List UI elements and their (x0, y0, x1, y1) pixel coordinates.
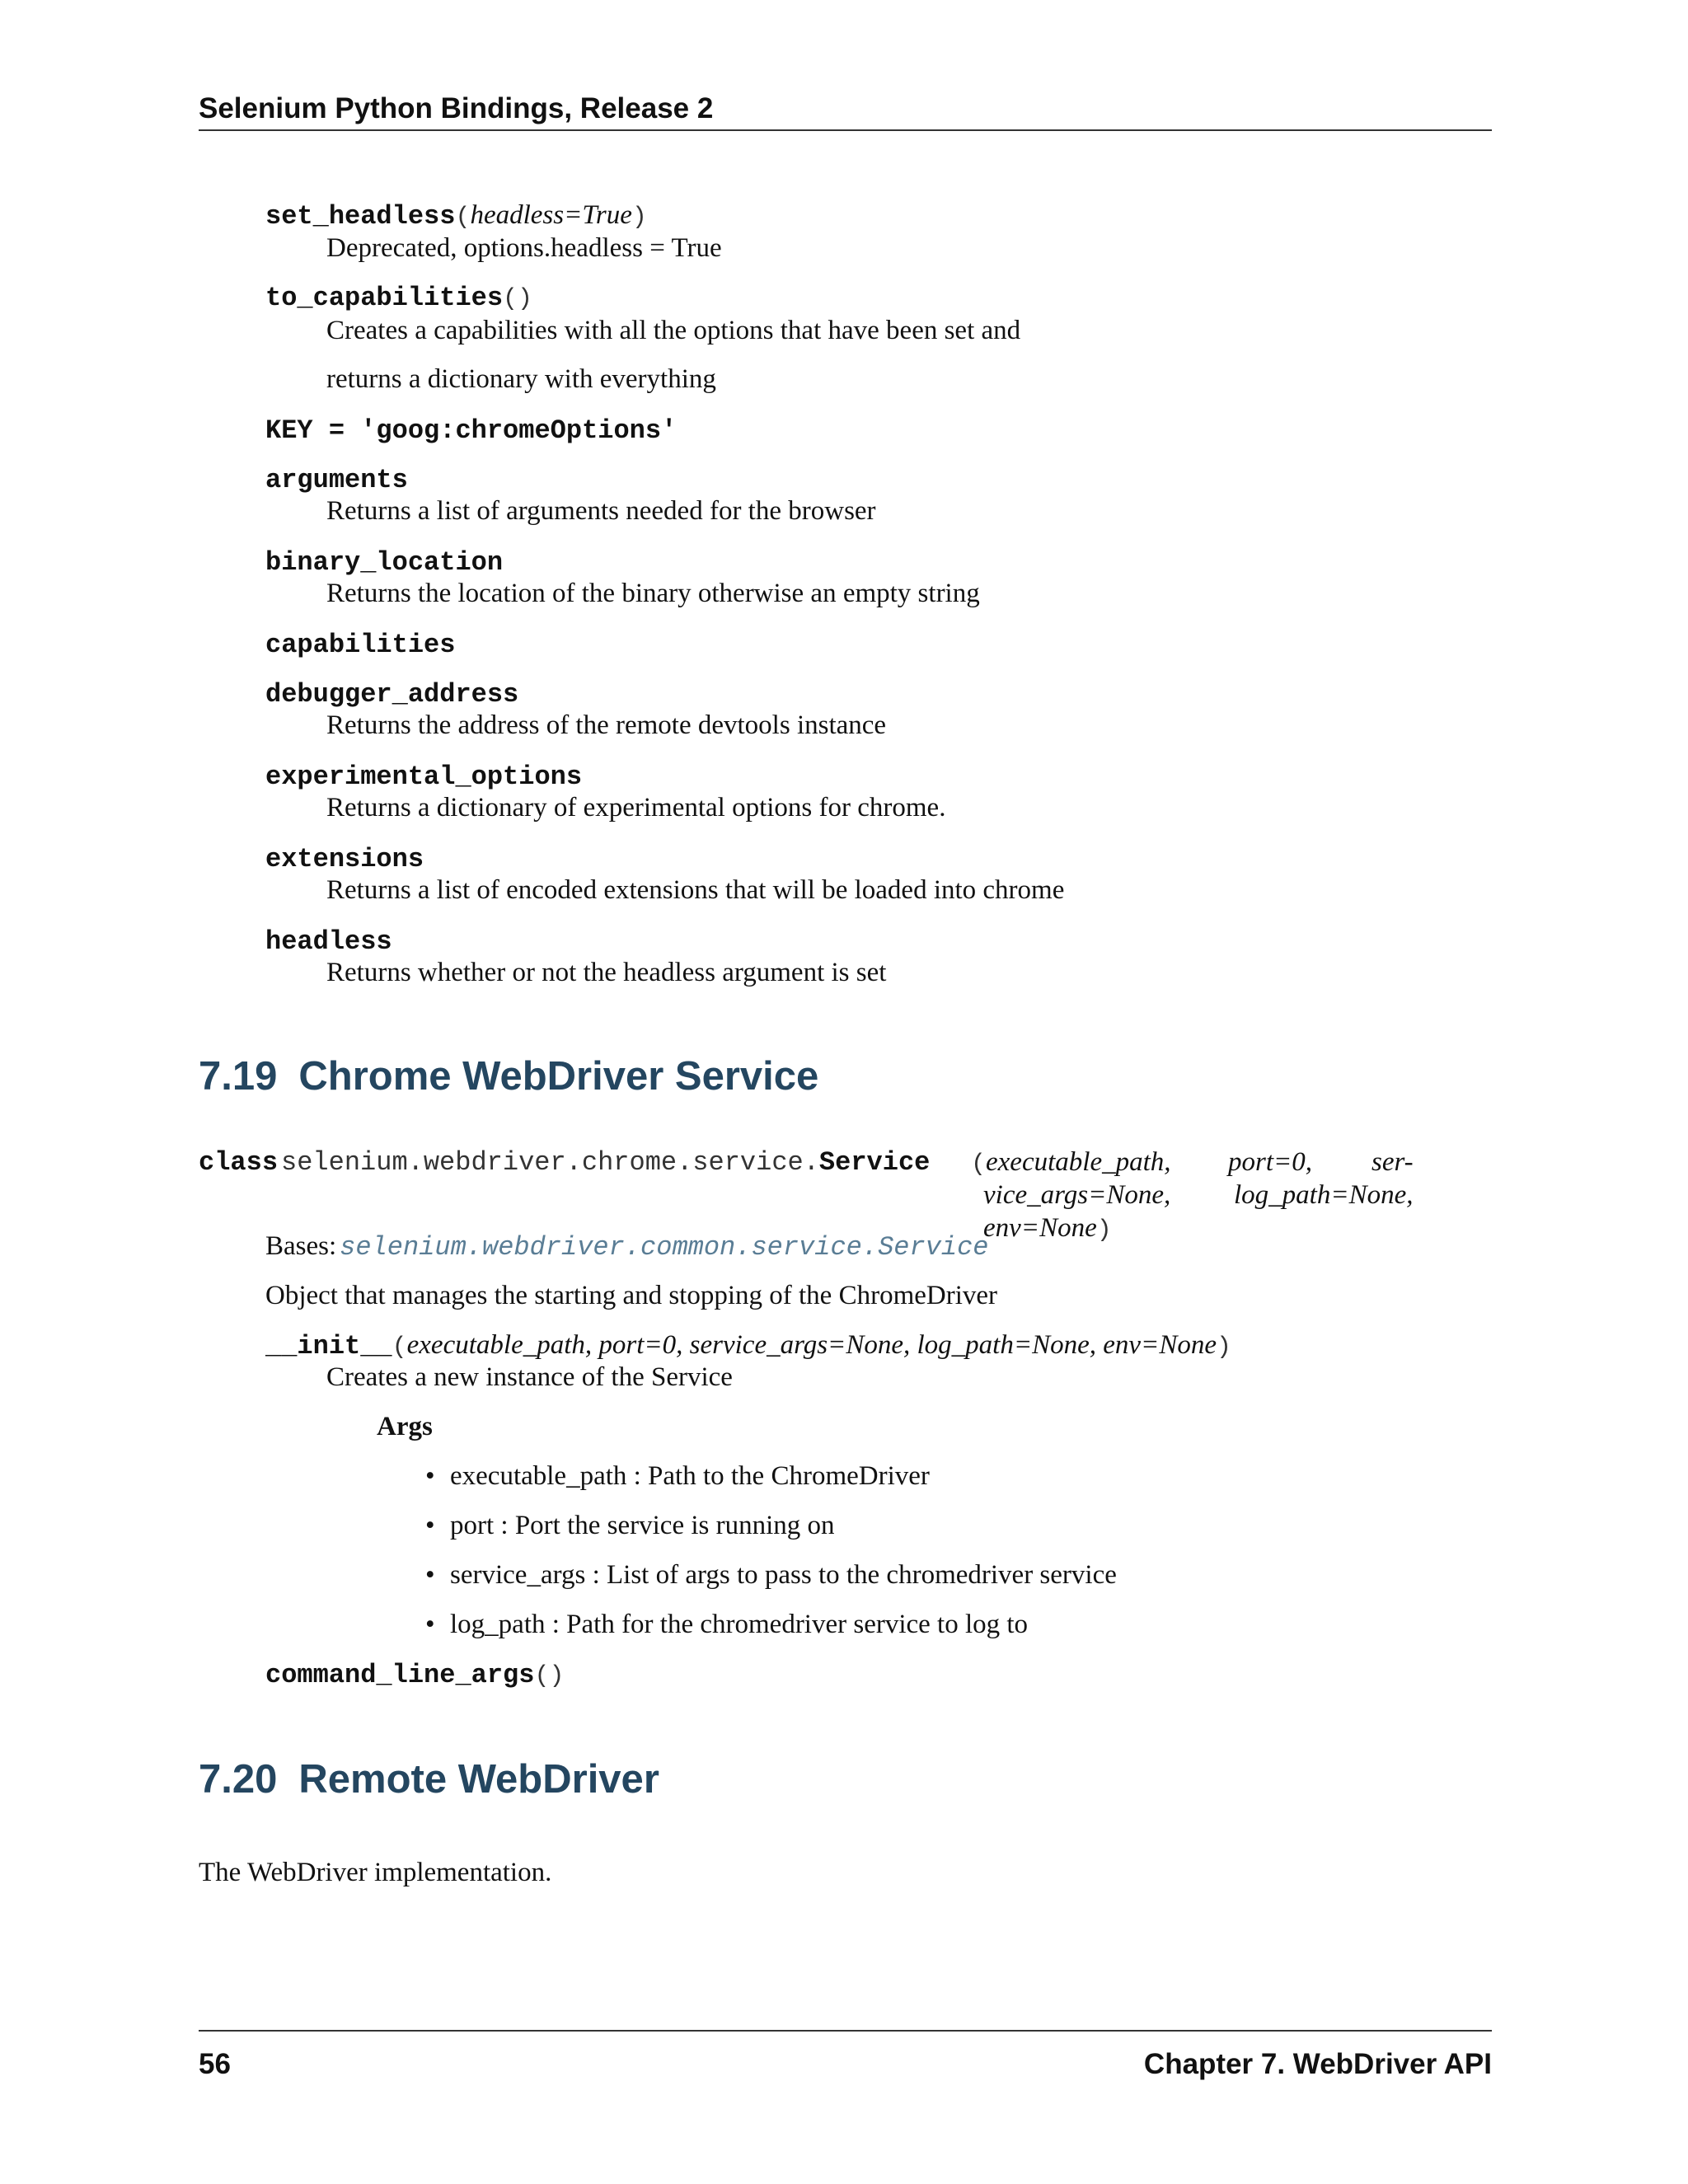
param-ser: ser- (1372, 1147, 1414, 1177)
page-number: 56 (199, 2048, 231, 2080)
args-heading: Args (377, 1412, 433, 1441)
arg-text: executable_path : Path to the ChromeDriver (450, 1461, 930, 1491)
binary-location-name: binary_location (265, 547, 504, 578)
init-desc: Creates a new instance of the Service (326, 1362, 733, 1392)
set-headless-signature: set_headless(headless=True) (265, 200, 647, 232)
method-parens: () (503, 285, 533, 313)
arg-text: port : Port the service is running on (450, 1511, 835, 1540)
list-item: • service_args : List of args to pass to the chromedriver service (425, 1560, 1117, 1590)
header-rule (199, 129, 1492, 131)
headless-name: headless (265, 926, 392, 957)
footer-rule (199, 2030, 1492, 2032)
headless-desc: Returns whether or not the headless argument is set (326, 958, 887, 987)
param-service-args: vice_args=None, (983, 1180, 1171, 1210)
section-heading-7-19 (199, 1053, 818, 1099)
arg-text: log_path : Path for the chromedriver service to log to (450, 1610, 1029, 1639)
experimental-options-name: experimental_options (265, 762, 583, 792)
method-parens: () (534, 1662, 565, 1690)
param-port: port=0, (1228, 1147, 1313, 1177)
method-params: headless=True (470, 200, 632, 230)
class-signature (199, 1147, 930, 1178)
debugger-address-desc: Returns the address of the remote devtools instance (326, 710, 887, 740)
experimental-options-desc: Returns a dictionary of experimental options for chrome. (326, 793, 946, 823)
list-item: • log_path : Path for the chromedriver service to log to (425, 1610, 1029, 1639)
list-item: • port : Port the service is running on (425, 1511, 835, 1540)
param-executable-path: executable_path, (986, 1147, 1171, 1177)
capabilities-name: capabilities (265, 630, 456, 660)
method-name: __init__ (265, 1331, 392, 1361)
class-name: Service (818, 1147, 931, 1178)
chapter-label: Chapter 7. WebDriver API (1143, 2048, 1492, 2080)
arguments-desc: Returns a list of arguments needed for the browser (326, 496, 876, 526)
extensions-name: extensions (265, 844, 424, 874)
command-line-args-signature (265, 1660, 564, 1690)
method-name: to_capabilities (265, 283, 504, 313)
to-capabilities-desc-2: returns a dictionary with everything (326, 364, 716, 394)
class-params-line-3: env=None) (983, 1213, 1112, 1244)
method-name: set_headless (265, 201, 456, 232)
debugger-address-name: debugger_address (265, 679, 519, 710)
class-params-line-1: (executable_path, (971, 1147, 1171, 1179)
section-heading-7-20 (199, 1756, 659, 1802)
arguments-name: arguments (265, 465, 408, 495)
to-capabilities-signature (265, 283, 532, 313)
bases-line (265, 1231, 989, 1263)
key-attribute: KEY = 'goog:chromeOptions' (265, 415, 678, 446)
class-keyword: class (199, 1147, 279, 1178)
section-number: 7.20 (199, 1757, 278, 1802)
list-item: • executable_path : Path to the ChromeDriver (425, 1461, 930, 1491)
param-env: env=None (983, 1213, 1097, 1243)
init-signature: __init__(executable_path, port=0, service_args=None, log_path=None, env=None) (265, 1330, 1231, 1361)
section-intro: The WebDriver implementation. (199, 1858, 552, 1887)
set-headless-desc: Deprecated, options.headless = True (326, 233, 722, 263)
binary-location-desc: Returns the location of the binary otherwise an empty string (326, 579, 980, 608)
section-title: Remote WebDriver (298, 1757, 659, 1802)
bases-link[interactable]: selenium.webdriver.common.service.Service (340, 1232, 989, 1263)
method-name: command_line_args (265, 1660, 535, 1690)
method-params: executable_path, port=0, service_args=None, log_path=None, env=None (406, 1330, 1217, 1360)
running-header: Selenium Python Bindings, Release 2 (199, 92, 714, 124)
module-path: selenium.webdriver.chrome.service. (281, 1147, 819, 1178)
param-log-path: log_path=None, (1234, 1180, 1414, 1210)
arg-text: service_args : List of args to pass to the chromedriver service (450, 1560, 1117, 1590)
bases-label: Bases: (265, 1231, 337, 1261)
to-capabilities-desc-1: Creates a capabilities with all the options that have been set and (326, 316, 1021, 345)
section-title: Chrome WebDriver Service (298, 1054, 819, 1099)
extensions-desc: Returns a list of encoded extensions that will be loaded into chrome (326, 875, 1065, 905)
section-number: 7.19 (199, 1054, 278, 1099)
service-summary: Object that manages the starting and stopping of the ChromeDriver (265, 1281, 998, 1310)
